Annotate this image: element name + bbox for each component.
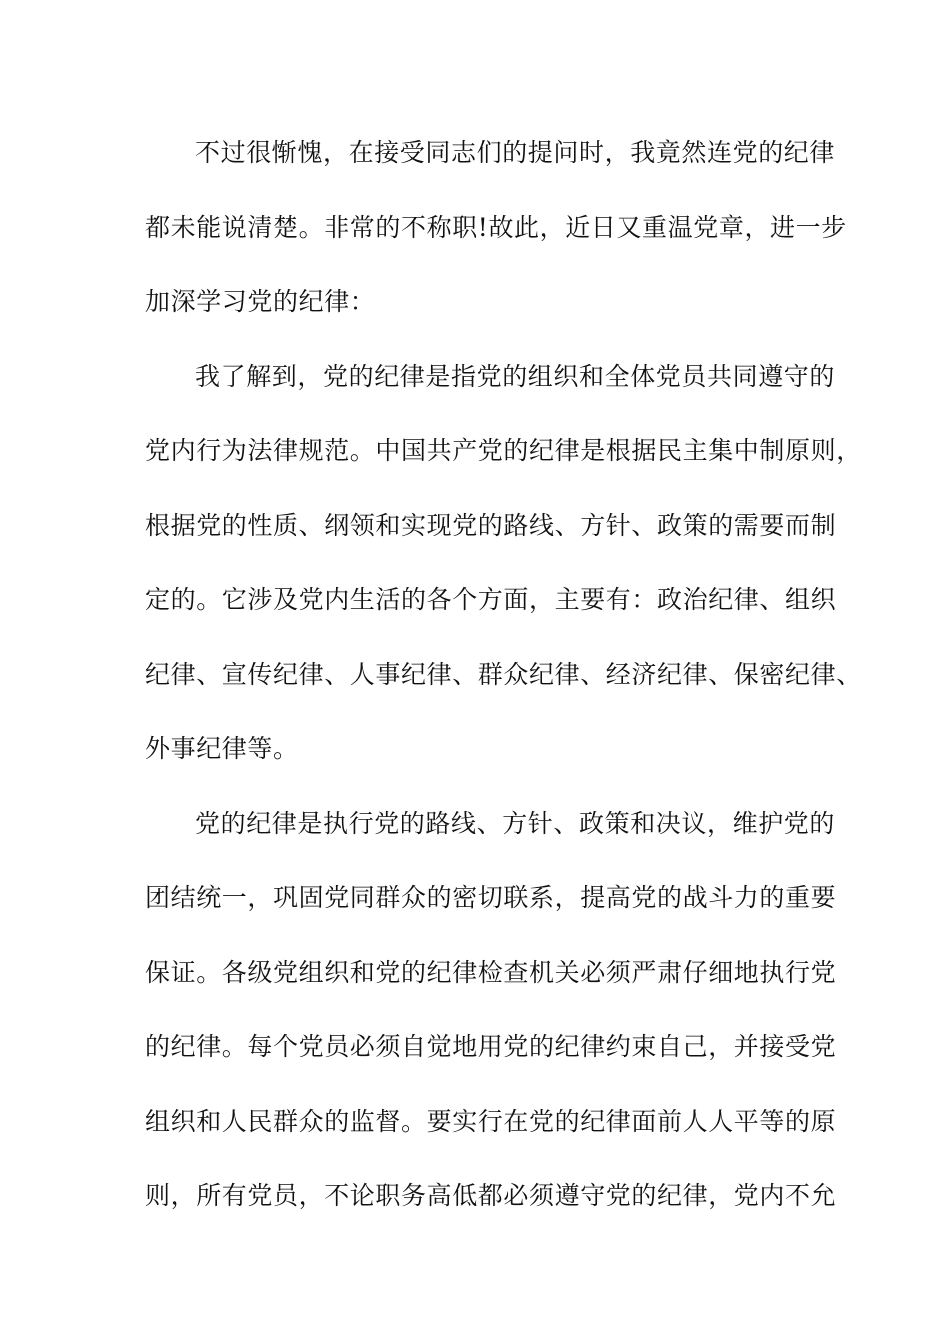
text-line: 保证。各级党组织和党的纪律检查机关必须严肃仔细地执行党: [145, 957, 837, 987]
text-line: 则，所有党员，不论职务高低都必须遵守党的纪律，党内不允: [145, 1181, 837, 1210]
text-line: 都未能说清楚。非常的不称职!故此，近日又重温党章，进一步: [145, 212, 847, 242]
text-line: 不过很惭愧，在接受同志们的提问时，我竟然连党的纪律: [195, 138, 836, 167]
text-line: 根据党的性质、纲领和实现党的路线、方针、政策的需要而制: [145, 510, 837, 540]
text-line: 定的。它涉及党内生活的各个方面，主要有：政治纪律、组织: [145, 585, 837, 614]
text-line: 组织和人民群众的监督。要实行在党的纪律面前人人平等的原: [145, 1106, 837, 1136]
text-line: 的纪律。每个党员必须自觉地用党的纪律约束自己，并接受党: [145, 1032, 837, 1061]
text-line: 我了解到，党的纪律是指党的组织和全体党员共同遵守的: [195, 361, 836, 391]
text-line: 加深学习党的纪律：: [145, 287, 376, 316]
text-line: 党内行为法律规范。中国共产党的纪律是根据民主集中制原则，: [145, 436, 862, 465]
text-line: 纪律、宣传纪律、人事纪律、群众纪律、经济纪律、保密纪律、: [145, 659, 862, 689]
text-line: 党的纪律是执行党的路线、方针、政策和决议，维护党的: [195, 808, 836, 838]
text-line: 团结统一，巩固党同群众的密切联系，提高党的战斗力的重要: [145, 883, 837, 912]
text-line: 外事纪律等。: [145, 734, 299, 763]
document-body: [145, 128, 862, 1246]
